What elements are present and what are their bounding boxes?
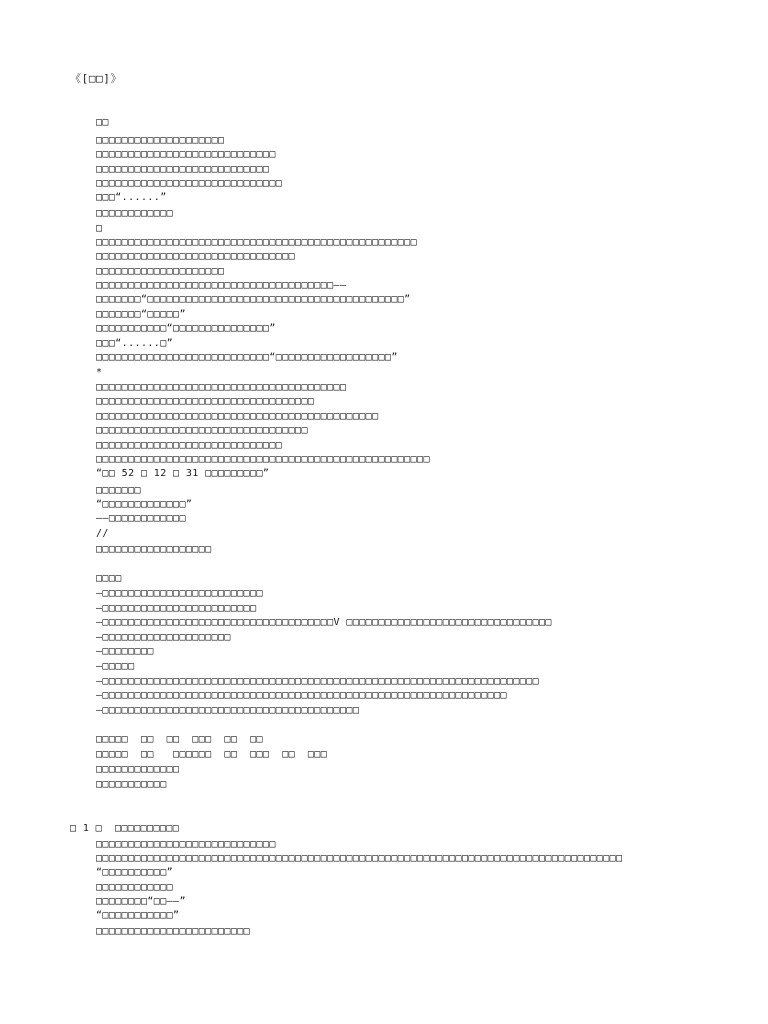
text-line: □□□“......” — [96, 192, 167, 203]
chapter-line: □□□□□□□□□□□□ — [96, 882, 174, 893]
text-line: □□□□□□□□□□□□□□□□□□□□□□□□□□□ — [96, 164, 270, 175]
text-line: □□□□□□□□□□□□□□□□□□□□□□□□□□□□□□□□□□□□□□□□□□□□ — [96, 411, 379, 422]
credit-line: □□□□□□□□□□□□□ — [96, 764, 180, 775]
note-line: —□□□□□□□□□□□□□□□□□□□□□□□□□□□□□□□□□□□□□□□□ — [96, 705, 360, 716]
credit-line: □□□□□ □□ □□□□□□ □□ □□□ □□ □□□ — [96, 749, 328, 760]
note-line: —□□□□□□□□□□□□□□□□□□□□□□□□□□□□□□□□□□□□□□□□□□□□□□□□□□□□□□□□□□□□□□□□□□□□ — [96, 676, 540, 687]
text-line: □□□□□□□□□□□□□□□□□□□□□□□□□□□□ — [96, 149, 276, 160]
text-line: “□□□□□□□□□□□□□” — [96, 499, 193, 510]
text-line: □□□□□□□□□□□□□□□□□□□□□□□□□□□“□□□□□□□□□□□□□□□□□□” — [96, 352, 398, 363]
text-line: □□□□□□□□□□□□□□□□□□□□□□□□□□□□□ — [96, 440, 283, 451]
note-line: —□□□□□□□□□□□□□□□□□□□□□□□□ — [96, 603, 257, 614]
chapter-line: “□□□□□□□□□□□” — [96, 910, 180, 921]
text-line: □□□□□□□ — [96, 485, 141, 496]
text-line: □□□□□□□□□□□□□□□□□□□□ — [96, 135, 225, 146]
text-line: □□□□□□□□□□□□□□□□□□□□□□□□□□□□□□□□□□ — [96, 396, 315, 407]
chapter-line: □□□□□□□□□□□□□□□□□□□□□□□□ — [96, 926, 251, 937]
chapter-line: □□□□□□□□“□□——” — [96, 896, 186, 907]
text-line: □□□□□□□□□□□□□□□□□□□□□□□□□□□□□ — [96, 178, 283, 189]
text-line: □□□□□□□□□□□“□□□□□□□□□□□□□□□” — [96, 323, 276, 334]
note-line: —□□□□□ — [96, 661, 135, 672]
note-line: —□□□□□□□□ — [96, 646, 154, 657]
note-line: —□□□□□□□□□□□□□□□□□□□□□□□□□□□□□□□□□□□□□□□□□□□□□□□□□□□□□□□□□□□□□□□ — [96, 690, 507, 701]
chapter-line: □□□□□□□□□□□□□□□□□□□□□□□□□□□□□□□□□□□□□□□□□□□□□□□□□□□□□□□□□□□□□□□□□□□□□□□□□□□□□□□□□□ — [96, 853, 623, 864]
credit-line: □□□□□ □□ □□ □□□ □□ □□ — [96, 734, 263, 745]
text-line: □□□“......□” — [96, 338, 174, 349]
text-line: □□□□□□□“□□□□□□□□□□□□□□□□□□□□□□□□□□□□□□□□□□□□□□□□” — [96, 294, 411, 305]
text-line: □□□□□□□□□□□□□□□□□□□□ — [96, 266, 225, 277]
text-line: * — [96, 367, 103, 378]
document-title: 《[□□]》 — [70, 72, 123, 85]
text-line: □□□□□□□□□□□□□□□□□□□□□□□□□□□□□□□□□□□□□—— — [96, 280, 347, 291]
text-line: □□□□□□□□□□□□□□□□□□□□□□□□□□□□□□□□□□□□□□□ — [96, 382, 347, 393]
chapter-line: □□□□□□□□□□□□□□□□□□□□□□□□□□□□ — [96, 839, 276, 850]
credit-line: □□□□□□□□□□□ — [96, 779, 167, 790]
note-line: —□□□□□□□□□□□□□□□□□□□□□□□□□ — [96, 588, 263, 599]
text-line: □□□□□□□□□□□□□□□□□□□□□□□□□□□□□□□□□□□□□□□□□□□□□□□□□□□□ — [96, 454, 430, 465]
chapter-heading: □ 1 □ □□□□□□□□□□ — [70, 823, 180, 834]
text-line: □ — [96, 223, 103, 234]
text-line: // — [96, 528, 109, 539]
chapter-line: “□□□□□□□□□□” — [96, 867, 174, 878]
text-line: □□ — [96, 117, 109, 128]
text-line: □□□□□□□□□□□□□□□□□□ — [96, 544, 212, 555]
text-line: □□□□□□□□□□□□□□□□□□□□□□□□□□□□□□□□□ — [96, 425, 308, 436]
note-line: —□□□□□□□□□□□□□□□□□□□□□□□□□□□□□□□□□□□□V □□□□□□□□□□□□□□□□□□□□□□□□□□□□□□□□ — [96, 617, 552, 628]
text-line: ——□□□□□□□□□□□□ — [96, 513, 186, 524]
text-line: □□□□□□□□□□□□□□□□□□□□□□□□□□□□□□□□□□□□□□□□□□□□□□□□□□ — [96, 237, 418, 248]
notes-heading: □□□□ — [96, 573, 122, 584]
note-line: —□□□□□□□□□□□□□□□□□□□□ — [96, 632, 231, 643]
text-line: □□□□□□□□□□□□□□□□□□□□□□□□□□□□□□□ — [96, 251, 296, 262]
text-line: □□□□□□□□□□□□ — [96, 208, 174, 219]
text-line: □□□□□□□“□□□□□” — [96, 309, 186, 320]
text-line: “□□ 52 □ 12 □ 31 □□□□□□□□□” — [96, 468, 270, 479]
